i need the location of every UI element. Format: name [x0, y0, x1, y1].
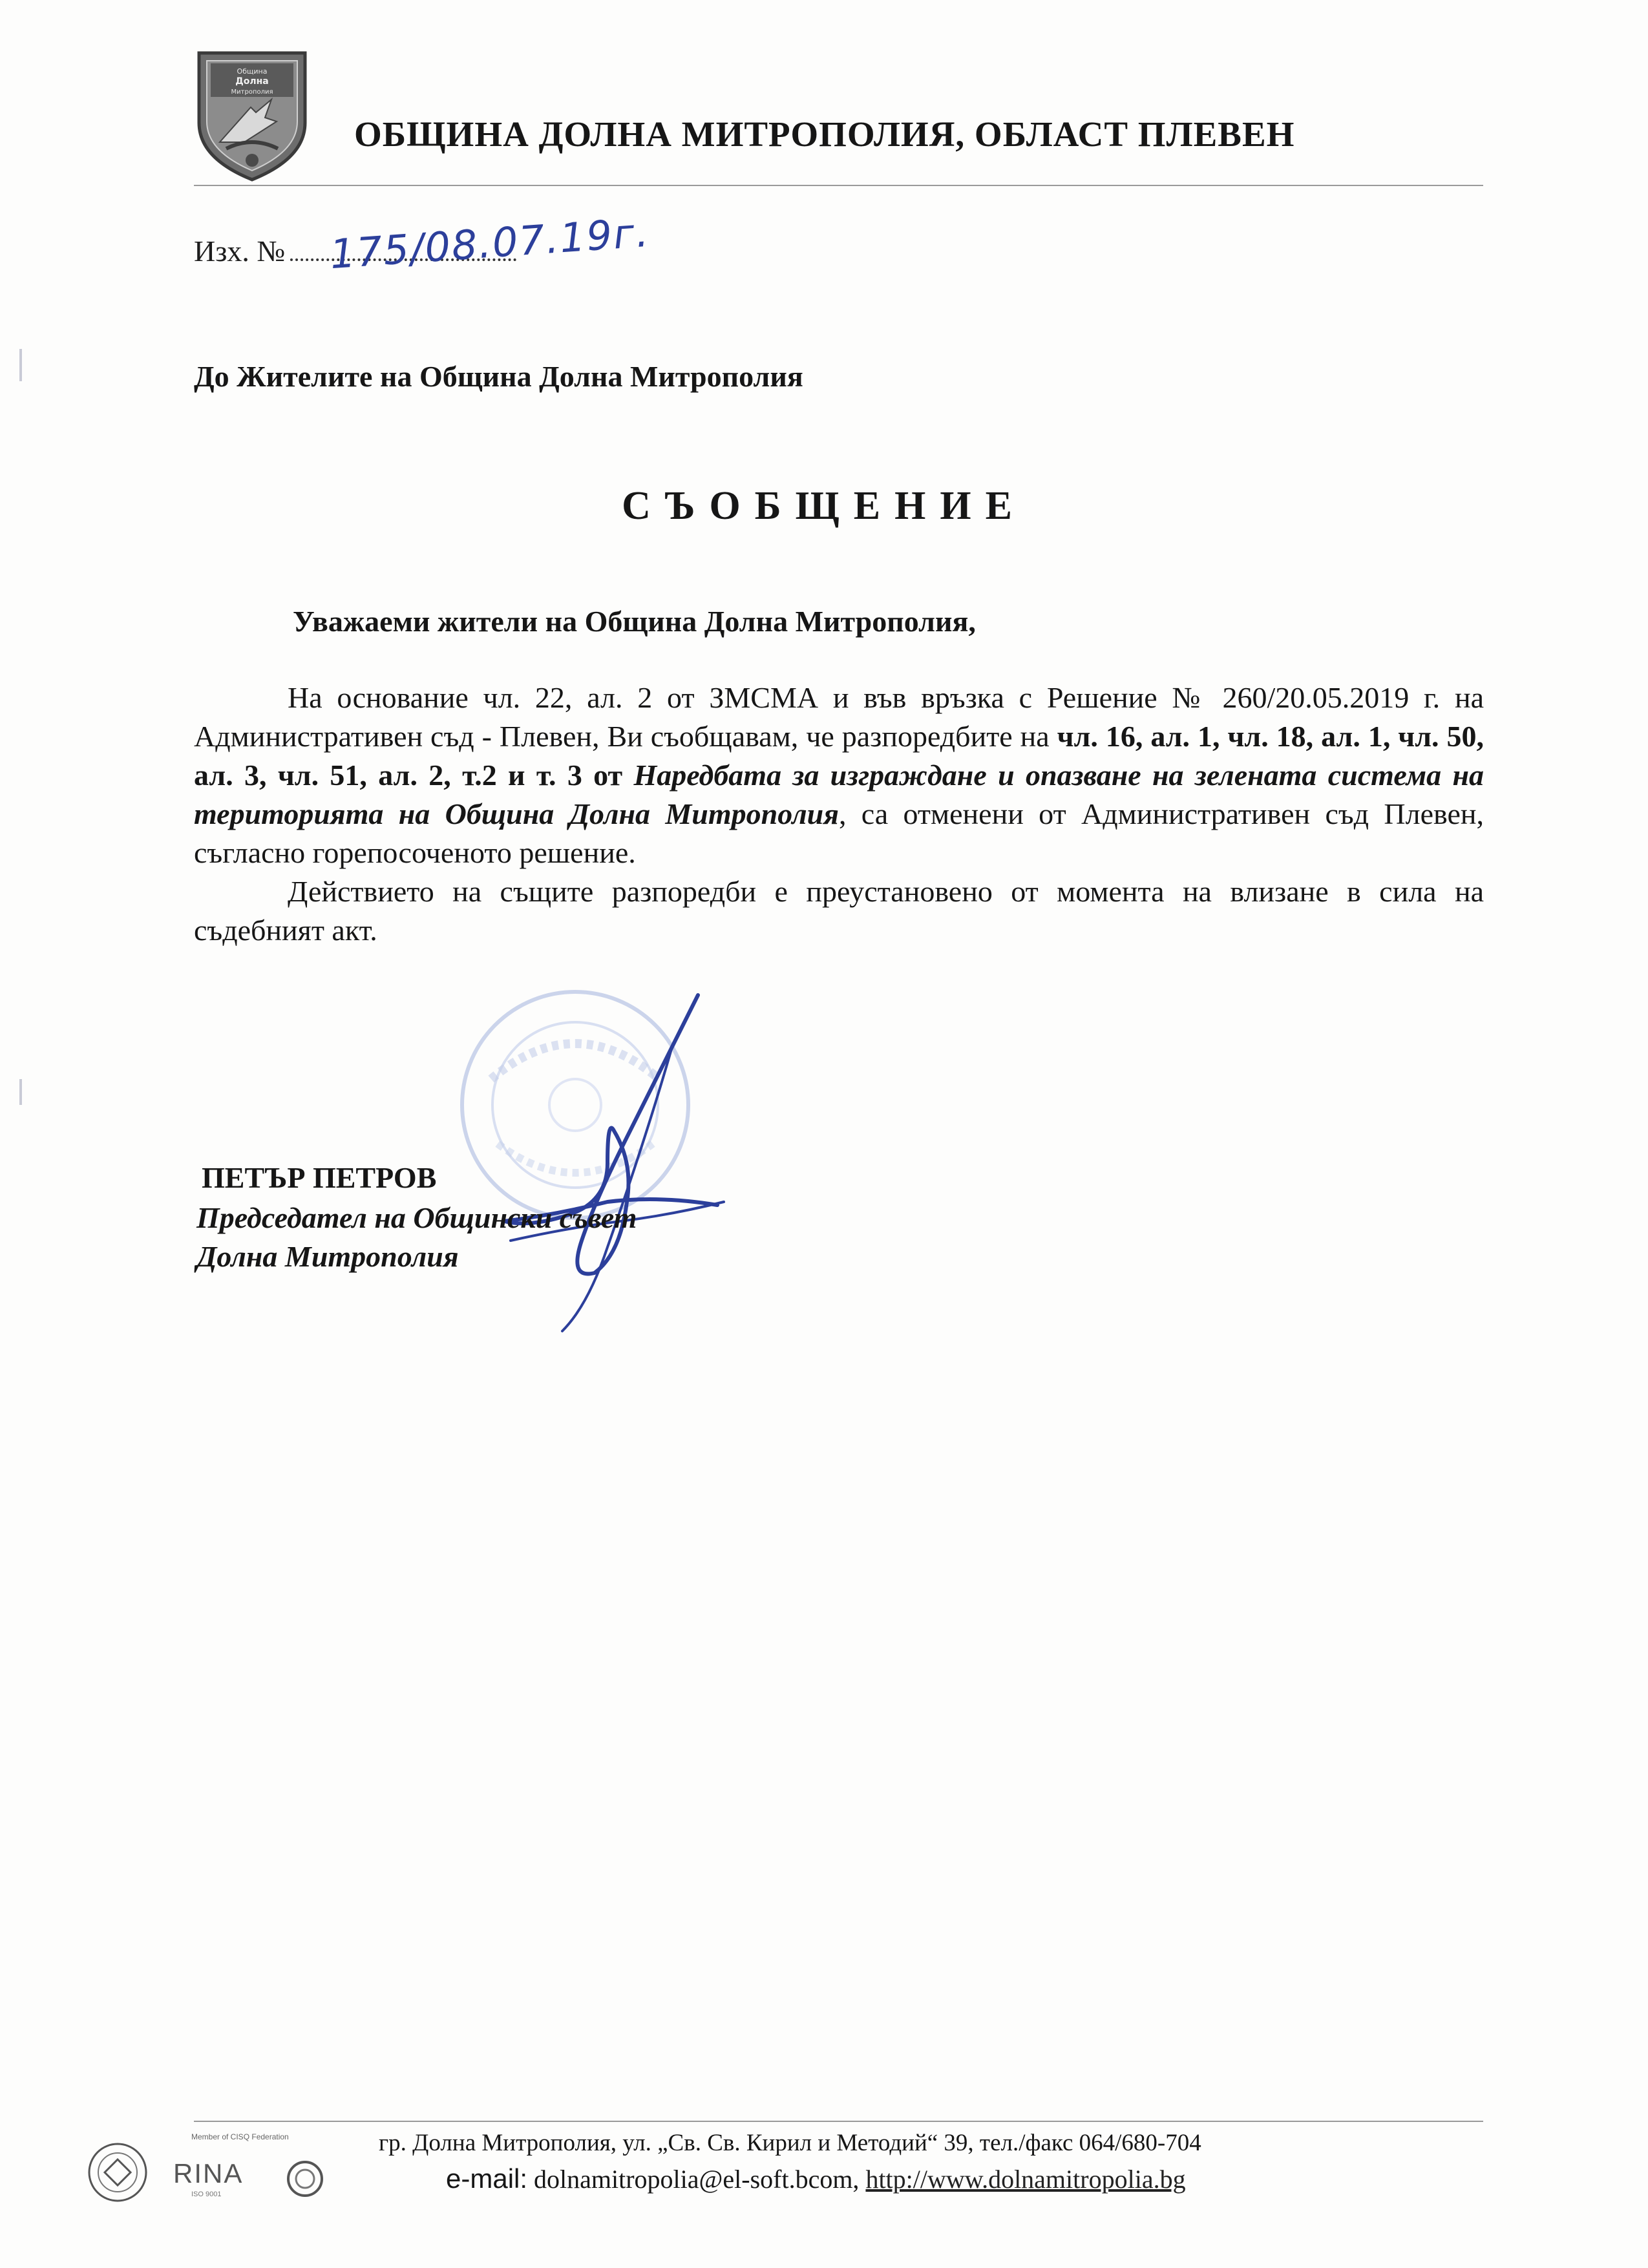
body-p1-text: На основание чл. 22, ал. 2 от ЗМСМА и във връзка с Решение № 260/20.05.2019 г. на Административен съд - Плевен, Ви съобщавам, че разпоредбите на [194, 681, 1484, 753]
footer-divider [194, 2121, 1483, 2122]
certification-rina-logo: RINA [173, 2158, 244, 2189]
handwritten-reference-number: 175/08.07.19г. [328, 208, 651, 278]
municipality-crest-logo [194, 45, 310, 184]
crest-text-mid: Долна [235, 76, 269, 87]
body-p1-articles: чл. 16, ал. 1, чл. 18, ал. 1, чл. 50, ал. 3, чл. 51, ал. 2, т.2 и т. 3 от [194, 720, 1484, 792]
body-paragraph-2: Действието на същите разпоредби е преустановено от момента на влизане в сила на съдебният акт. [194, 875, 1484, 947]
notice-body [194, 678, 1484, 950]
organization-title: ОБЩИНА ДОЛНА МИТРОПОЛИЯ, ОБЛАСТ ПЛЕВЕН [354, 114, 1295, 154]
signer-role: Председател на Общински съвет [196, 1201, 637, 1234]
crest-text-top: Община [237, 67, 268, 76]
certification-member-text: Member of CISQ Federation [191, 2132, 289, 2141]
email-label: e-mail: [446, 2163, 528, 2194]
handwritten-signature [414, 969, 776, 1344]
footer-contact [446, 2163, 1186, 2194]
recipient-line: До Жителите на Община Долна Митрополия [194, 360, 803, 393]
greeting: Уважаеми жители на Община Долна Митрополия, [293, 605, 976, 638]
scan-artifact [19, 1079, 22, 1105]
notice-title: СЪОБЩЕНИЕ [622, 484, 1026, 528]
signer-place: Долна Митрополия [196, 1240, 459, 1273]
email-address[interactable]: dolnamitropolia@el-soft.bcom, [534, 2165, 860, 2194]
footer-address: гр. Долна Митрополия, ул. „Св. Св. Кирил и Методий“ 39, тел./факс 064/680-704 [379, 2130, 1201, 2156]
crest-text-bottom: Митрополия [231, 89, 273, 96]
reference-label: Изх. № [194, 235, 286, 268]
website-link[interactable]: http://www.dolnamitropolia.bg [865, 2165, 1186, 2194]
body-p1-ordinance-name: Наредбата за изграждане и опазване на зелената система на територията на Община Долна Митрополия [194, 759, 1484, 830]
body-p1-text-end: , са отменени от Административен съд Плевен, съгласно горепосоченото решение. [194, 797, 1484, 869]
certification-iso-text: ISO 9001 [191, 2190, 222, 2198]
header-divider [194, 185, 1483, 186]
scan-artifact [19, 349, 22, 381]
signer-name: ПЕТЪР ПЕТРОВ [202, 1161, 437, 1194]
body-paragraph-1 [194, 678, 1484, 872]
